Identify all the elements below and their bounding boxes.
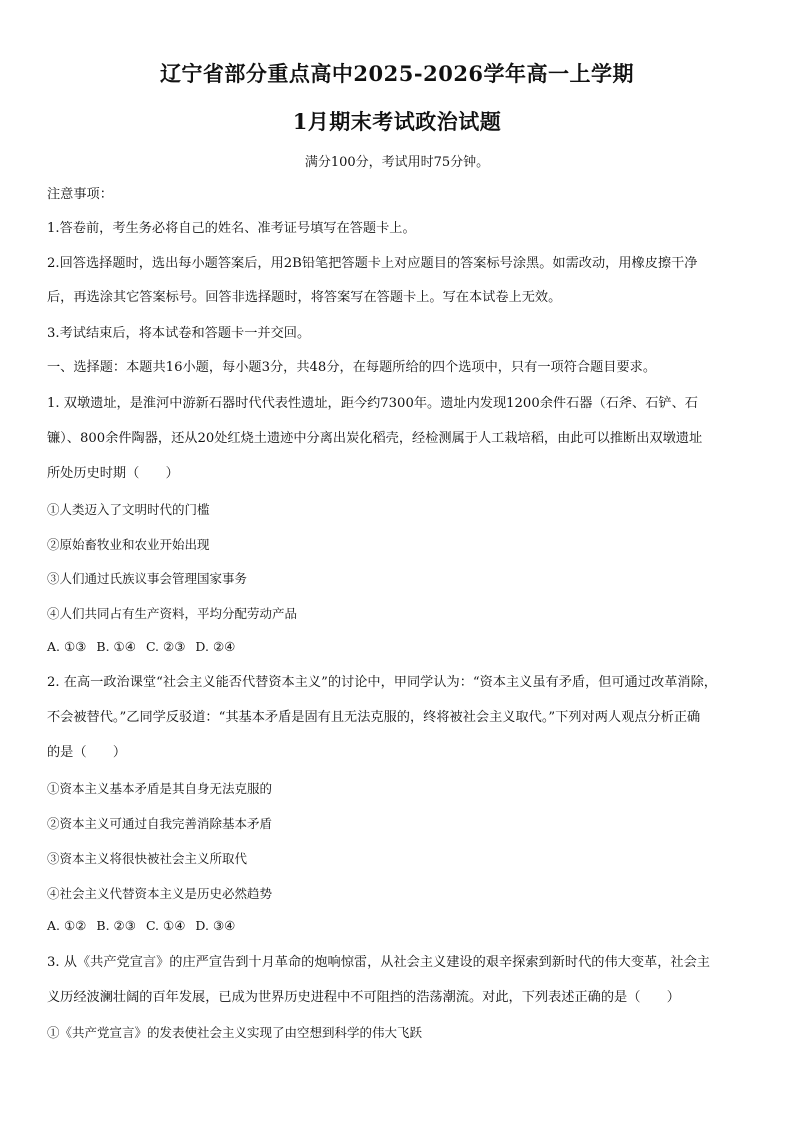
exam-title-line2: 1月期末考试政治试题 [292,109,502,134]
q1-answer-choices [47,639,245,654]
q2-answer-choices [47,918,245,933]
q1-option-1: ①人类迈入了文明时代的门槛 [47,502,210,517]
q3-stem-line2: 义历经波澜壮阔的百年发展，已成为世界历史进程中不可阻挡的浩荡潮流。对此，下列表述正确的是（ ） [47,990,680,1005]
q2-choice-a[interactable]: A. ①② [47,918,87,933]
exam-title-line1: 辽宁省部分重点高中2025-2026学年高一上学期 [159,61,635,86]
note-item-2-line2: 后，再选涂其它答案标号。回答非选择题时，将答案写在答题卡上。写在本试卷上无效。 [47,290,562,305]
q1-option-3: ③人们通过氏族议事会管理国家事务 [47,571,248,586]
q1-stem-line2: 镰）、800余件陶器，还从20处红烧土遗迹中分离出炭化稻壳，经检测属于人工栽培稻，由此可以推断出双墩遗址 [47,431,703,446]
q2-stem-line1: 2. 在高一政治课堂“社会主义能否代替资本主义”的讨论中，甲同学认为：“资本主义虽有矛盾，但可通过改革消除， [47,675,717,690]
q1-stem-line3: 所处历史时期（ ） [47,466,179,481]
q2-choice-b[interactable]: B. ②③ [96,918,136,933]
q2-stem-line3: 的是（ ） [47,745,127,760]
q1-choice-d[interactable]: D. ②④ [195,639,236,654]
q1-option-2: ②原始畜牧业和农业开始出现 [47,537,210,552]
q2-option-2: ②资本主义可通过自我完善消除基本矛盾 [47,816,273,831]
q1-option-4: ④人们共同占有生产资料，平均分配劳动产品 [47,606,298,621]
notes-heading: 注意事项： [47,187,113,202]
note-item-3: 3.考试结束后，将本试卷和答题卡一并交回。 [47,326,311,341]
note-item-1: 1.答卷前，考生务必将自己的姓名、准考证号填写在答题卡上。 [47,221,416,236]
q2-choice-d[interactable]: D. ③④ [195,918,236,933]
note-item-2-line1: 2.回答选择题时，选出每小题答案后，用2B铅笔把答题卡上对应题目的答案标号涂黑。如需改动，用橡皮擦干净 [47,256,698,271]
section-heading: 一、选择题：本题共16小题，每小题3分，共48分，在每题所给的四个选项中，只有一项符合题目要求。 [47,360,657,375]
q2-choice-c[interactable]: C. ①④ [145,918,186,933]
q1-choice-c[interactable]: C. ②③ [145,639,186,654]
q1-choice-a[interactable]: A. ①③ [47,639,87,654]
q2-option-4: ④社会主义代替资本主义是历史必然趋势 [47,886,273,901]
q3-option-1: ①《共产党宣言》的发表使社会主义实现了由空想到科学的伟大飞跃 [47,1025,423,1040]
q1-choice-b[interactable]: B. ①④ [96,639,136,654]
q2-option-1: ①资本主义基本矛盾是其自身无法克服的 [47,781,273,796]
q2-stem-line2: 不会被替代。”乙同学反驳道：“其基本矛盾是固有且无法克服的，终将被社会主义取代。”下列对两人观点分析正确 [47,710,701,725]
exam-subtitle: 满分100分，考试用时75分钟。 [304,155,490,170]
q3-stem-line1: 3. 从《共产党宣言》的庄严宣告到十月革命的炮响惊雷，从社会主义建设的艰辛探索到新时代的伟大变革，社会主 [47,955,710,970]
q1-stem-line1: 1. 双墩遗址，是淮河中游新石器时代代表性遗址，距今约7300年。遗址内发现1200余件石器（石斧、石铲、石 [47,396,698,411]
q2-option-3: ③资本主义将很快被社会主义所取代 [47,851,248,866]
